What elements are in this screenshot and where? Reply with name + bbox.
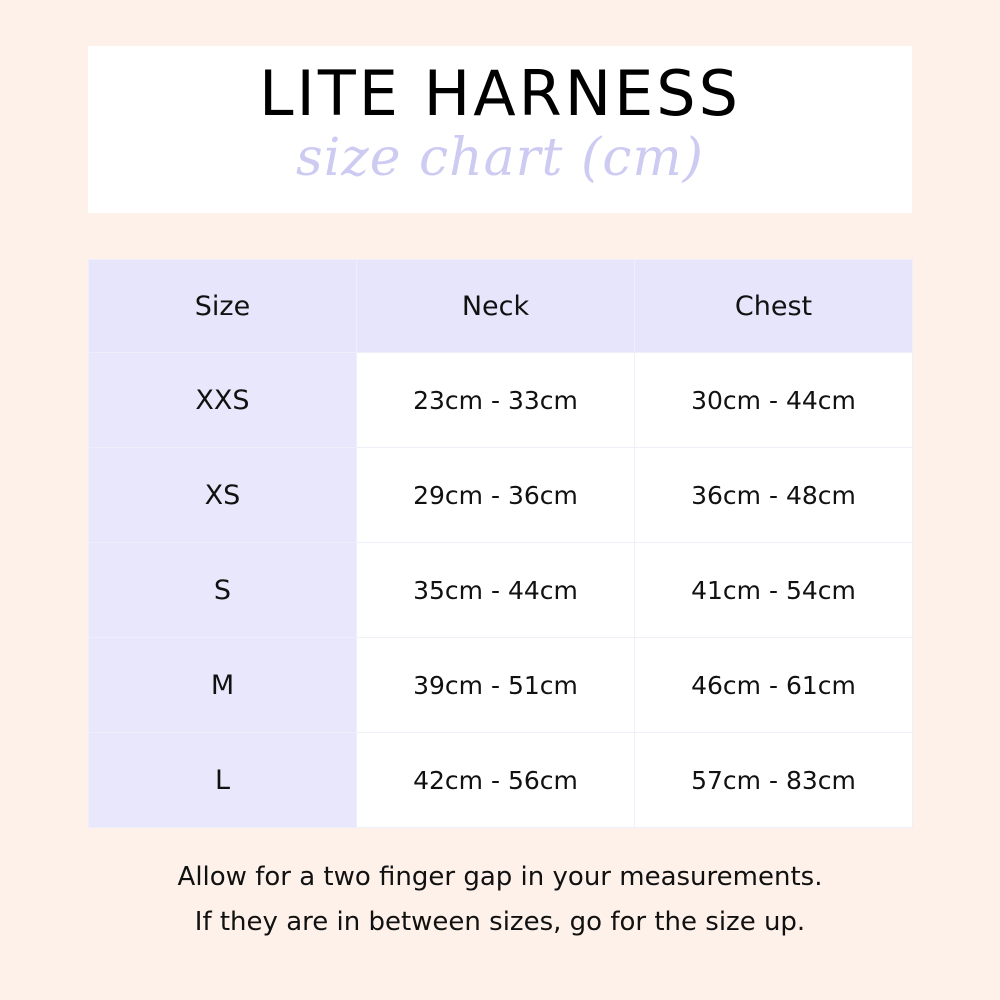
measurement-note bbox=[0, 855, 1000, 944]
page-title: LITE HARNESS bbox=[259, 57, 741, 130]
cell-size: S bbox=[89, 543, 357, 638]
cell-neck: 39cm - 51cm bbox=[357, 638, 635, 733]
cell-size: XS bbox=[89, 448, 357, 543]
cell-chest: 57cm - 83cm bbox=[635, 733, 913, 828]
cell-neck: 29cm - 36cm bbox=[357, 448, 635, 543]
table-row bbox=[89, 638, 913, 733]
table-row bbox=[89, 733, 913, 828]
cell-chest: 41cm - 54cm bbox=[635, 543, 913, 638]
column-header-chest: Chest bbox=[635, 260, 913, 353]
header-panel bbox=[88, 46, 912, 213]
table-row bbox=[89, 448, 913, 543]
table-row bbox=[89, 543, 913, 638]
column-header-neck: Neck bbox=[357, 260, 635, 353]
size-chart-table bbox=[88, 259, 913, 828]
cell-size: M bbox=[89, 638, 357, 733]
note-line-2: If they are in between sizes, go for the size up. bbox=[194, 906, 806, 937]
table-row bbox=[89, 353, 913, 448]
cell-neck: 42cm - 56cm bbox=[357, 733, 635, 828]
cell-size: XXS bbox=[89, 353, 357, 448]
cell-chest: 46cm - 61cm bbox=[635, 638, 913, 733]
table-header-row bbox=[89, 260, 913, 353]
note-line-1: Allow for a two finger gap in your measurements. bbox=[177, 862, 823, 892]
cell-chest: 36cm - 48cm bbox=[635, 448, 913, 543]
column-header-size: Size bbox=[89, 260, 357, 353]
cell-size: L bbox=[89, 733, 357, 828]
cell-neck: 23cm - 33cm bbox=[357, 353, 635, 448]
page-subtitle: size chart (cm) bbox=[296, 128, 704, 189]
cell-chest: 30cm - 44cm bbox=[635, 353, 913, 448]
cell-neck: 35cm - 44cm bbox=[357, 543, 635, 638]
